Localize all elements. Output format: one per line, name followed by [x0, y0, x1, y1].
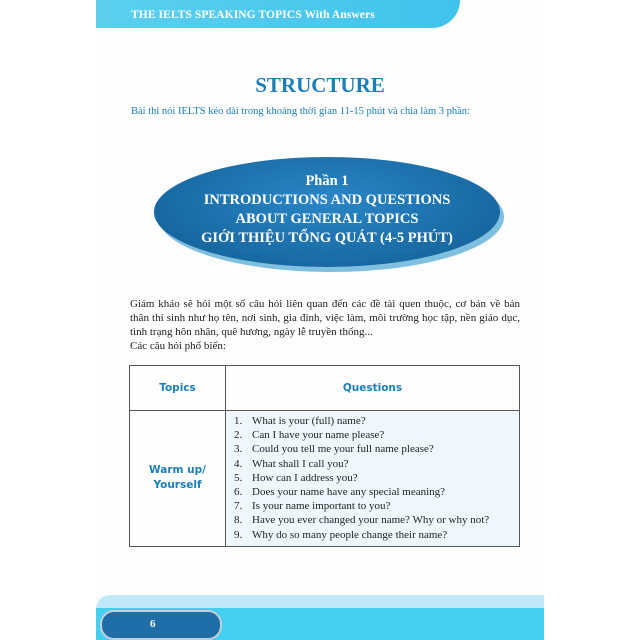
topic-line: Yourself	[153, 479, 202, 492]
question-number: 5.	[234, 471, 243, 484]
page-number: 6	[150, 618, 156, 630]
question-item	[234, 428, 519, 442]
question-text: Can I have your name please?	[252, 429, 385, 442]
topic-line: Warm up/	[149, 464, 206, 477]
question-text: What is your (full) name?	[252, 415, 366, 427]
question-number: 8.	[234, 514, 243, 527]
question-item	[234, 485, 519, 499]
common-questions-label: Các câu hỏi phổ biến:	[130, 340, 226, 352]
question-item	[234, 513, 519, 527]
question-number: 9.	[234, 528, 243, 541]
question-number: 4.	[234, 457, 243, 470]
intro-text: Bài thi nói IELTS kéo dài trong khoảng thời gian 11-15 phút và chia làm 3 phần:	[131, 106, 470, 117]
part-title-vi: GIỚI THIỆU TỔNG QUÁT (4-5 PHÚT)	[201, 230, 453, 246]
question-number: 6.	[234, 486, 243, 499]
question-text: Why do so many people change their name?	[252, 528, 448, 541]
question-item	[234, 457, 519, 471]
question-item	[234, 414, 519, 428]
question-number: 1.	[234, 415, 243, 427]
part-title-line: ABOUT GENERAL TOPICS	[235, 211, 419, 227]
header-topics: Topics	[130, 366, 226, 411]
table-row	[130, 411, 520, 547]
header-questions: Questions	[226, 366, 520, 411]
question-text: Have you ever changed your name? Why or why not?	[252, 514, 490, 527]
questions-table	[129, 365, 520, 547]
question-item	[234, 471, 519, 485]
question-item	[234, 499, 519, 513]
questions-cell	[226, 411, 520, 547]
topic-cell	[130, 411, 226, 547]
part-heading	[154, 172, 500, 248]
question-number: 7.	[234, 500, 243, 513]
footer-band-light	[96, 595, 544, 609]
page-number-pill	[100, 610, 222, 640]
description	[130, 297, 520, 353]
question-text: What shall I call you?	[252, 457, 349, 470]
question-number: 2.	[234, 429, 243, 442]
question-text: Does your name have any special meaning?	[252, 486, 446, 499]
question-text: How can I address you?	[252, 471, 358, 484]
running-title: THE IELTS SPEAKING TOPICS With Answers	[131, 9, 375, 21]
question-item	[234, 528, 519, 542]
table-header-row	[130, 366, 520, 411]
part-title-line: INTRODUCTIONS AND QUESTIONS	[203, 192, 451, 208]
question-text: Is your name important to you?	[252, 500, 391, 513]
description-paragraph: Giám khảo sẽ hỏi một số câu hỏi liên quan đến các đề tài quen thuộc, cơ bản về bản thân thí sinh như họ tên, nơi sinh, gia đình, việc làm, môi trường học tập, nền giáo dục, tình trạng hôn nhân, quê hương, ngày lễ truyền thống...	[130, 298, 520, 338]
question-number: 3.	[234, 443, 243, 456]
page-title: STRUCTURE	[255, 73, 385, 97]
question-item	[234, 442, 519, 456]
question-text: Could you tell me your full name please?	[252, 443, 434, 456]
part-label: Phần 1	[305, 173, 349, 189]
